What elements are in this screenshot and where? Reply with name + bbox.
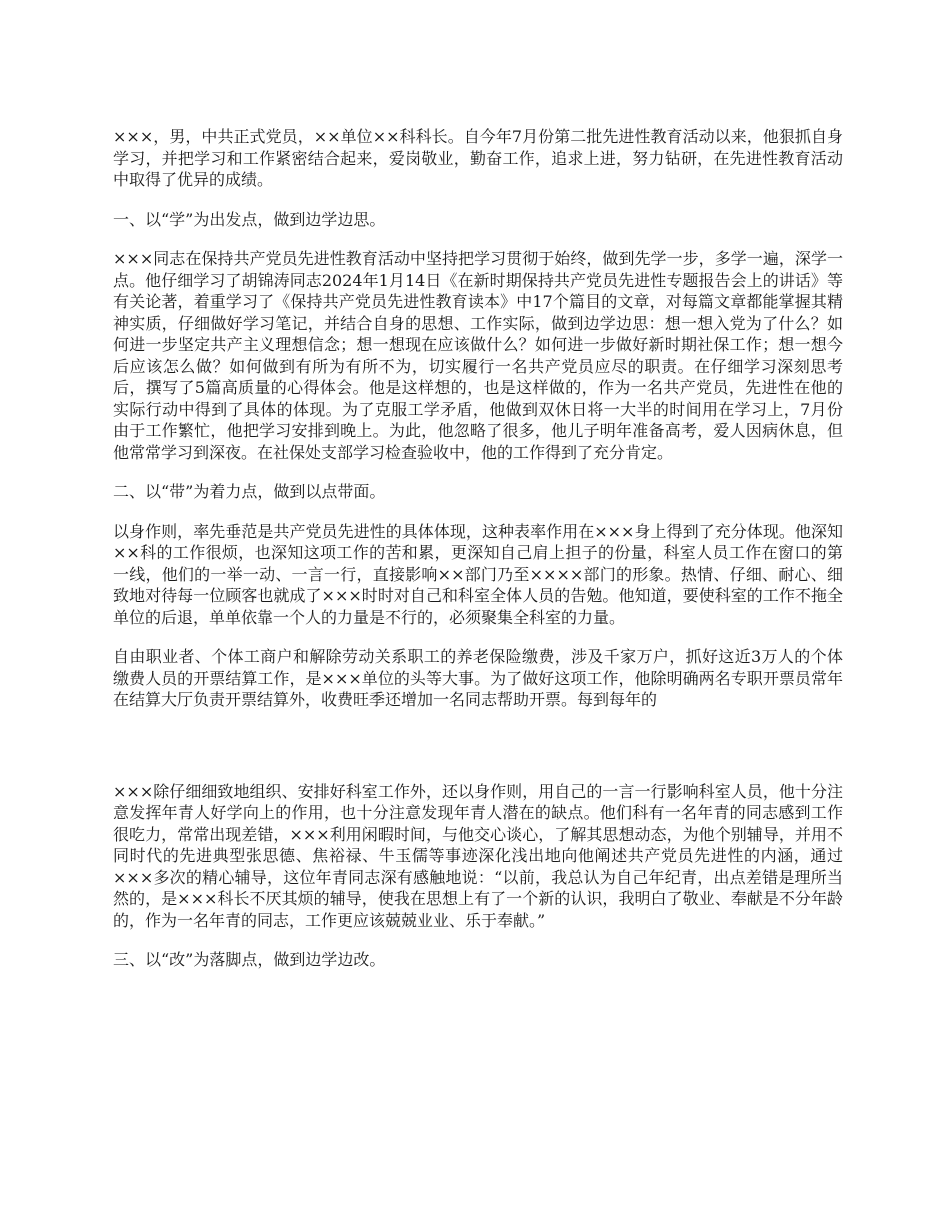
document-body	[113, 126, 843, 989]
page-gap	[113, 729, 843, 781]
billing-paragraph: 自由职业者、个体工商户和解除劳动关系职工的养老保险缴费，涉及千家万户，抓好这近3万人的个体缴费人员的开票结算工作，是×××单位的头等大事。为了做好这项工作，他除明确两名专职开票员常年在结算大厅负责开票结算外，收费旺季还增加一名同志帮助开票。每到每年的	[113, 647, 843, 709]
mentoring-paragraph: ×××除仔细细致地组织、安排好科室工作外，还以身作则，用自己的一言一行影响科室人员，他十分注意发挥年青人好学向上的作用，也十分注意发现年青人潜在的缺点。他们科有一名年青的同志感到工作很吃力，常常出现差错，×××利用闲暇时间，与他交心谈心，了解其思想动态，为他个别辅导，并用不同时代的先进典型张思德、焦裕禄、牛玉儒等事迹深化浅出地向他阐述共产党员先进性的内涵，通过×××多次的精心辅导，这位年青同志深有感触地说：“以前，我总认为自己年纪青，出点差错是理所当然的，是×××科长不厌其烦的辅导，使我在思想上有了一个新的认识，我明白了敬业、奉献是不分年龄的，作为一名年青的同志，工作更应该兢兢业业、乐于奉献。”	[113, 781, 843, 930]
study-paragraph: ×××同志在保持共产党员先进性教育活动中坚持把学习贯彻于始终，做到先学一步，多学一遍，深学一点。他仔细学习了胡锦涛同志2024年1月14日《在新时期保持共产党员先进性专题报告会上的讲话》等有关论著，着重学习了《保持共产党员先进性教育读本》中17个篇目的文章，对每篇文章都能掌握其精神实质，仔细做好学习笔记，并结合自身的思想、工作实际，做到边学边思：想一想入党为了什么？如何进一步坚定共产主义理想信念；想一想现在应该做什么？如何进一步做好新时期社保工作；想一想今后应该怎么做？如何做到有所为有所不为，切实履行一名共产党员应尽的职责。在仔细学习深刻思考后，撰写了5篇高质量的心得体会。他是这样想的，也是这样做的，作为一名共产党员，先进性在他的实际行动中得到了具体的体现。为了克服工学矛盾，他做到双休日将一大半的时间用在学习上，7月份由于工作繁忙，他把学习安排到晚上。为此，他忽略了很多，他儿子明年准备高考，爱人因病休息，但他常常学习到深夜。在社保处支部学习检查验收中，他的工作得到了充分肯定。	[113, 249, 843, 462]
section-heading-study: 一、以“学”为出发点，做到边学边思。	[113, 209, 386, 229]
section-heading-lead: 二、以“带”为着力点，做到以点带面。	[113, 482, 386, 501]
section-heading-improve: 三、以“改”为落脚点，做到边学边改。	[113, 950, 386, 969]
lead-paragraph: 以身作则，率先垂范是共产党员先进性的具体体现，这种表率作用在×××身上得到了充分体现。他深知××科的工作很烦，也深知这项工作的苦和累，更深知自己肩上担子的份量，科室人员工作在窗口的第一线，他们的一举一动、一言一行，直接影响××部门乃至××××部门的形象。热情、仔细、耐心、细致地对待每一位顾客也就成了×××时时对自己和科室全体人员的告勉。他知道，要使科室的工作不拖全单位的后退，单单依靠一个人的力量是不行的，必须聚集全科室的力量。	[113, 521, 843, 627]
intro-paragraph: ×××，男，中共正式党员，××单位××科科长。自今年7月份第二批先进性教育活动以来，他狠抓自身学习，并把学习和工作紧密结合起来，爱岗敬业，勤奋工作，追求上进，努力钻研，在先进性教育活动中取得了优异的成绩。	[113, 127, 843, 189]
